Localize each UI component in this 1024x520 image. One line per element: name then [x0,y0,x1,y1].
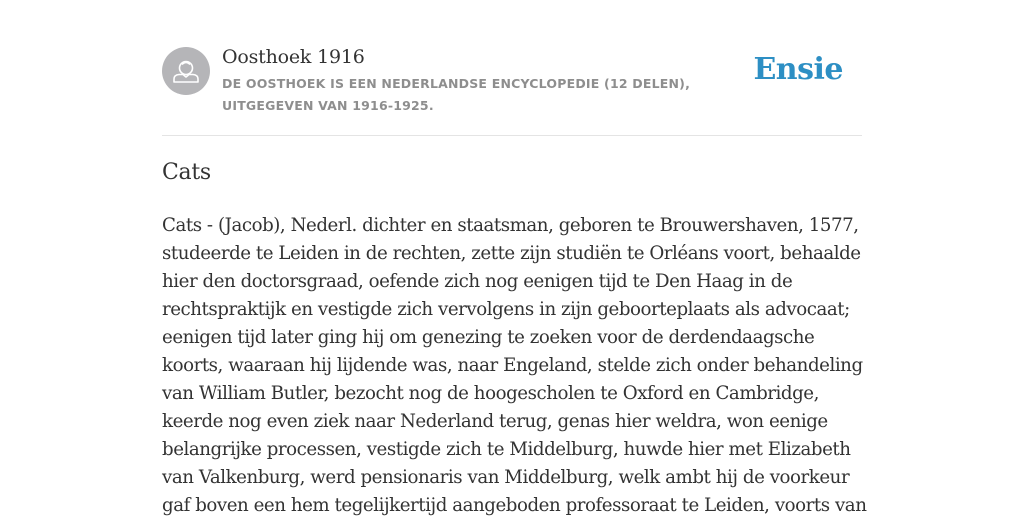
source-title[interactable]: Oosthoek 1916 [222,46,365,68]
brand-logo[interactable]: Ensie [753,52,843,87]
source-header [162,46,862,136]
user-avatar-icon [162,47,210,95]
source-description: DE OOSTHOEK IS EEN NEDERLANDSE ENCYCLOPEDIE (12 DELEN), UITGEGEVEN VAN 1916-1925. [222,76,691,113]
article-body: Cats - (Jacob), Nederl. dichter en staatsman, geboren te Brouwershaven, 1577, studeerde te Leiden in de rechten, zette zijn studiën te Orléans voort, behaalde hier den doctorsgraad, oefende zich nog eenigen tijd te Den Haag in de rechtspraktijk en vestigde zich vervolgens in zijn geboorteplaats als advocaat; eenigen tijd later ging hij om genezing te zoeken voor de derdendaagsche koorts, waaraan hij lijdende was, naar Engeland, stelde zich onder behandeling van William Butler, bezocht nog de hoogescholen te Oxford en Cambridge, keerde nog even ziek naar Nederland terug, genas hier weldra, won eenige belangrijke processen, vestigde zich te Middelburg, huwde hier met Elizabeth van Valkenburg, werd pensionaris van Middelburg, welk ambt hij de voorkeur gaf boven een hem tegelijkertijd aangeboden professoraat te Leiden, voorts van [162,215,867,516]
article-title: Cats [162,160,211,185]
header-divider [162,135,862,136]
